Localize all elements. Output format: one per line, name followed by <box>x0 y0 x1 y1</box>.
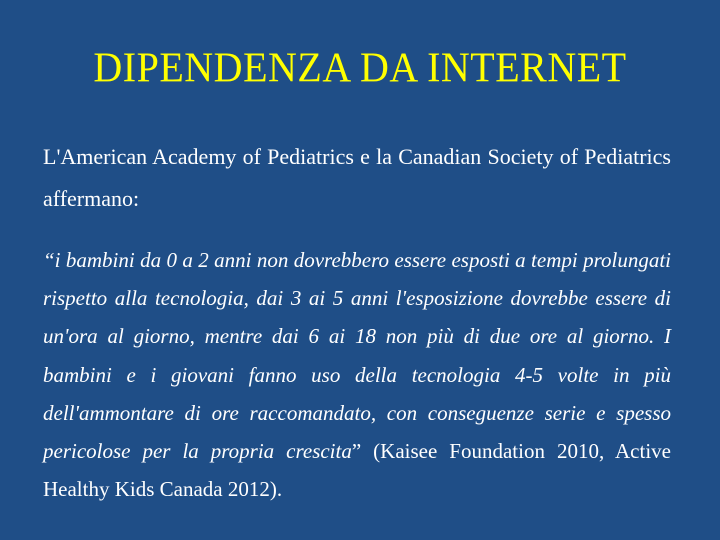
quote-source-citation: ” (Kaisee Foundation 2010, Active Healthy Kids Canada 2012). <box>43 439 671 502</box>
slide-title: DIPENDENZA DA INTERNET <box>93 43 627 92</box>
intro-paragraph: L'American Academy of Pediatrics e la Canadian Society of Pediatrics affermano: <box>43 144 671 211</box>
quote-italic-text: “i bambini da 0 a 2 anni non dovrebbero essere esposti a tempi prolungati rispetto alla tecnologia, dai 3 ai 5 anni l'esposizione dovrebbe essere di un'ora al giorno, mentre dai 6 ai 18 non più di due ore al giorno. I bambini e i giovani fanno uso della tecnologia 4-5 volte in più dell'ammontare di ore raccomandato, con conseguenze serie e spesso pericolose per la propria crescita <box>43 248 671 464</box>
quote-paragraph <box>43 241 671 508</box>
